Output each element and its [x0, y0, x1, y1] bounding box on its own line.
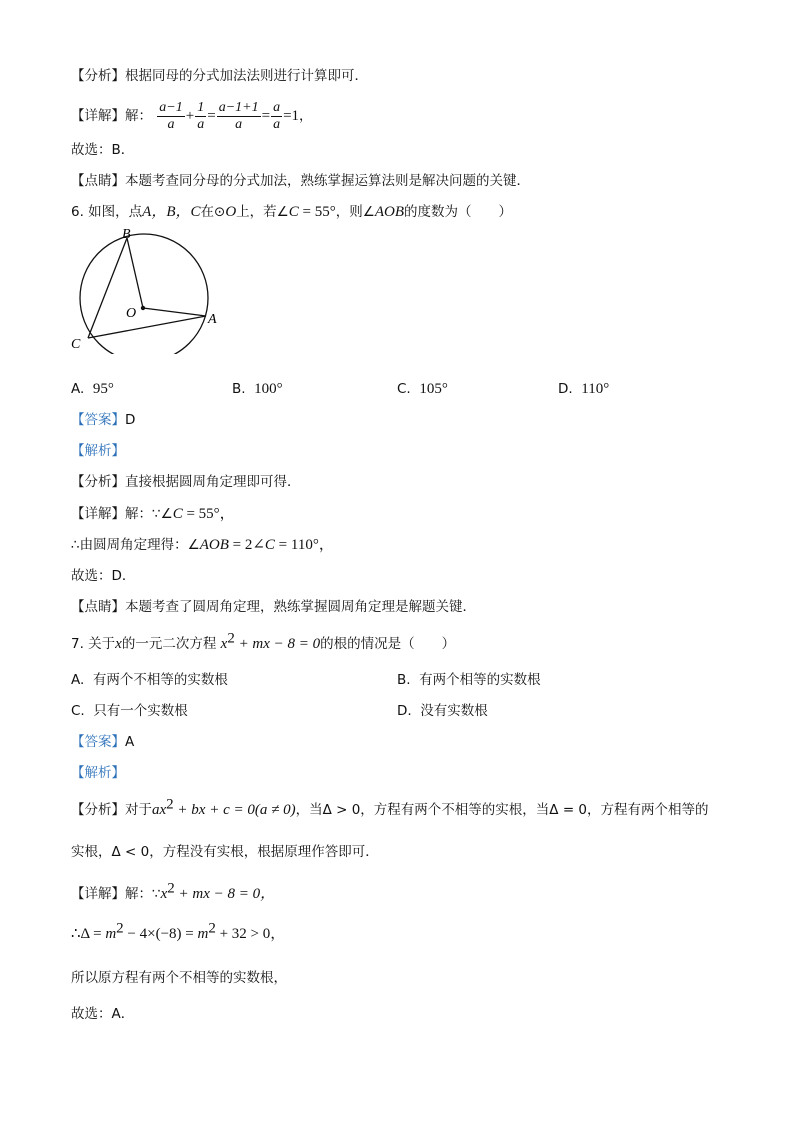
q7-delta: ∴Δ = $m^2 - 4\times(-8) = m^2 + 32 > 0$， — [71, 920, 286, 942]
q5-frac-4: $\frac{a}{a}$ — [273, 99, 281, 132]
q5-frac-1: $\frac{a-1}{a}$ — [159, 99, 183, 132]
q6-option-a[interactable]: A. 95° — [71, 381, 114, 397]
q5-frac-3: $\frac{a-1+1}{a}$ — [218, 99, 259, 132]
label-a: A — [208, 312, 217, 327]
q6-option-b[interactable]: B. 100° — [232, 381, 283, 397]
segment-ob — [127, 238, 143, 308]
q7-option-b[interactable]: B. 有两个相等的实数根 — [397, 672, 541, 688]
circle-figure — [64, 224, 234, 354]
label-o: O — [126, 306, 137, 321]
q7-option-d[interactable]: D. 没有实数根 — [397, 703, 488, 719]
q7-conclusion: 所以原方程有两个不相等的实数根， — [71, 970, 287, 986]
q7-answer: 【答案】A — [71, 734, 135, 750]
q5-comment: 【点睛】本题考查同分母的分式加法，熟练掌握运算法则是解决问题的关键． — [71, 173, 530, 189]
q7-detail-1: 【详解】解：$\because x^2$ + mx − 8 = 0， — [71, 880, 276, 902]
q5-frac-2: $\frac{1}{a}$ — [197, 99, 205, 132]
q6-parse-tag: 【解析】 — [71, 443, 125, 459]
center-point — [141, 306, 145, 310]
q7-option-a[interactable]: A. 有两个不相等的实数根 — [71, 672, 228, 688]
q5-choice: 故选：B． — [71, 142, 135, 158]
q6-analysis: 【分析】直接根据圆周角定理即可得． — [71, 474, 301, 490]
q7-parse-tag: 【解析】 — [71, 765, 125, 781]
q6-option-d[interactable]: D. 110° — [558, 381, 610, 397]
q6-detail-2: ∴由圆周角定理得：∠AOB = 2∠C = 110°， — [71, 537, 334, 553]
q5-analysis: 【分析】根据同母的分式加法法则进行计算即可． — [71, 68, 368, 84]
q7-option-c[interactable]: C. 只有一个实数根 — [71, 703, 188, 719]
q6-detail-1: 【详解】解：∵∠C = 55°， — [71, 506, 235, 522]
q7-analysis-2: 实根，Δ < 0，方程没有实根，根据原理作答即可． — [71, 844, 379, 860]
segment-oa — [143, 308, 206, 316]
q6-answer: 【答案】D — [71, 412, 136, 428]
q6-stem: 6. 如图，点A，B，C在⊙O上，若∠C = 55°，则∠AOB的度数为（ ） — [71, 204, 513, 220]
q6-choice: 故选：D． — [71, 568, 136, 584]
label-b: B — [122, 227, 131, 242]
q5-detail: 【详解】解： $\frac{a-1}{a}$ + $\frac{1}{a}$ = $\frac{a-1+1}{a}$ = $\frac{a}{a}$ =1， — [71, 99, 313, 132]
q7-choice: 故选：A． — [71, 1006, 135, 1022]
q7-stem: 7. 关于x的一元二次方程 $x^2$ + mx − 8 = 0的根的情况是（ ） — [71, 630, 456, 652]
q7-analysis-1: 【分析】对于$ax^2$ + bx + c = 0(a ≠ 0)，当Δ > 0，方程有两个不相等的实根，当Δ = 0，方程有两个相等的 — [71, 796, 709, 818]
label-c: C — [71, 337, 81, 352]
q6-option-c[interactable]: C. 105° — [397, 381, 448, 397]
q6-comment: 【点睛】本题考查了圆周角定理，熟练掌握圆周角定理是解题关键． — [71, 599, 476, 615]
segment-ca — [88, 316, 206, 338]
segment-bc — [88, 238, 127, 338]
